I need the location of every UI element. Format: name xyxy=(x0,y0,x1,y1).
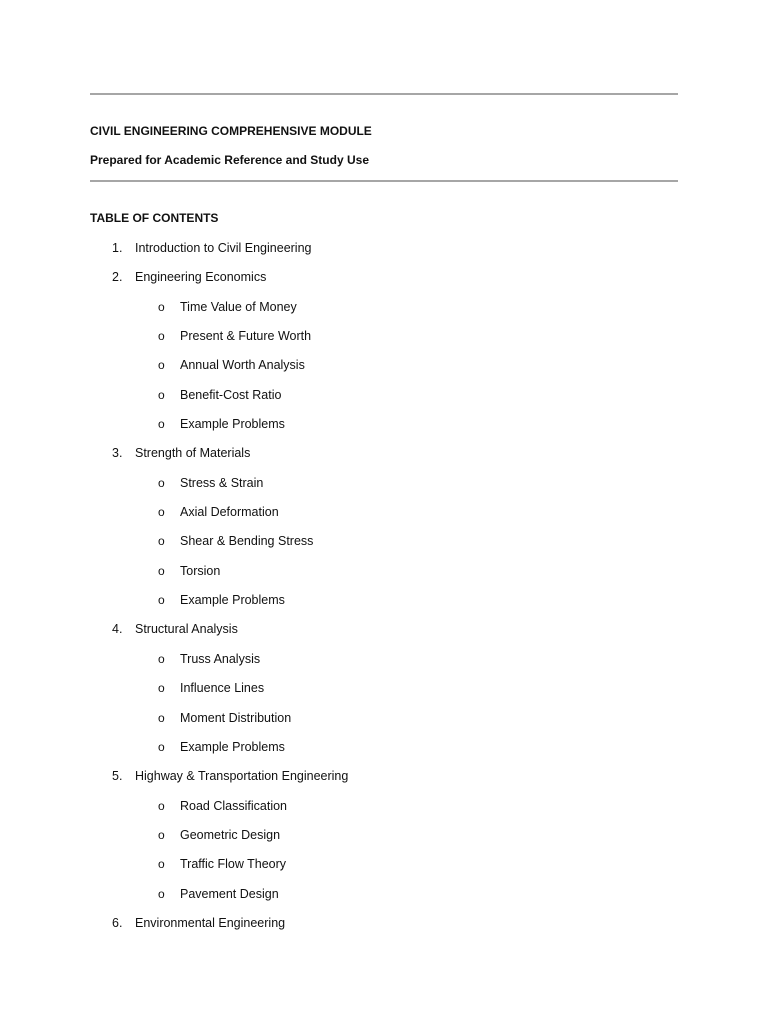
toc-subitem xyxy=(0,821,768,850)
toc-subitem-label: Benefit-Cost Ratio xyxy=(180,387,282,402)
toc-subitem-label: Axial Deformation xyxy=(180,505,279,520)
toc-subitem-label: Example Problems xyxy=(180,417,285,432)
toc-subitem xyxy=(0,498,768,527)
toc-subitem xyxy=(0,322,768,351)
toc-subitem-label: Geometric Design xyxy=(180,827,281,842)
bullet-icon: o xyxy=(158,563,165,578)
toc-subitem-label: Influence Lines xyxy=(180,681,265,696)
toc-item-label: Structural Analysis xyxy=(135,622,238,637)
bullet-icon: o xyxy=(158,798,165,813)
toc-subitem xyxy=(0,733,768,762)
bullet-icon: o xyxy=(158,681,165,696)
toc-item-number: 3. xyxy=(112,446,123,461)
bullet-icon: o xyxy=(158,475,165,490)
toc-item-label: Highway & Transportation Engineering xyxy=(135,769,349,784)
toc-subitem xyxy=(0,850,768,879)
bullet-icon: o xyxy=(158,505,165,520)
toc-item-number: 5. xyxy=(112,769,123,784)
bullet-icon: o xyxy=(158,534,165,549)
bullet-icon: o xyxy=(158,710,165,725)
toc-subitem xyxy=(0,674,768,703)
toc-heading: TABLE OF CONTENTS xyxy=(90,211,219,225)
toc-subitem-label: Example Problems xyxy=(180,739,285,754)
toc-item xyxy=(0,439,768,468)
toc-item-number: 6. xyxy=(112,915,123,930)
toc-subitem-label: Shear & Bending Stress xyxy=(180,534,314,549)
toc-subitem xyxy=(0,351,768,380)
toc-subitem-label: Traffic Flow Theory xyxy=(180,857,287,872)
bullet-icon: o xyxy=(158,329,165,344)
bullet-icon: o xyxy=(158,827,165,842)
toc-item-label: Introduction to Civil Engineering xyxy=(135,241,312,255)
toc-subitem-label: Example Problems xyxy=(180,593,285,608)
toc-item-label: Environmental Engineering xyxy=(135,915,286,930)
toc-item-number: 4. xyxy=(112,622,123,637)
toc-item-number: 1. xyxy=(112,241,123,255)
bullet-icon: o xyxy=(158,387,165,402)
table-of-contents xyxy=(0,234,768,938)
top-divider xyxy=(90,93,678,95)
toc-subitem xyxy=(0,469,768,498)
toc-subitem xyxy=(0,880,768,909)
bullet-icon: o xyxy=(158,857,165,872)
toc-item xyxy=(0,615,768,644)
toc-subitem xyxy=(0,792,768,821)
toc-subitem-label: Road Classification xyxy=(180,798,287,813)
toc-subitem-label: Pavement Design xyxy=(180,886,279,901)
bullet-icon: o xyxy=(158,358,165,373)
toc-item-label: Strength of Materials xyxy=(135,446,251,461)
toc-subitem xyxy=(0,645,768,674)
toc-item xyxy=(0,762,768,791)
toc-subitem xyxy=(0,293,768,322)
bullet-icon: o xyxy=(158,651,165,666)
document-title: CIVIL ENGINEERING COMPREHENSIVE MODULE xyxy=(90,124,372,138)
toc-item xyxy=(0,234,768,263)
toc-subitem-label: Moment Distribution xyxy=(180,710,292,725)
bullet-icon: o xyxy=(158,593,165,608)
toc-subitem-label: Truss Analysis xyxy=(180,651,261,666)
toc-item xyxy=(0,909,768,938)
toc-subitem xyxy=(0,410,768,439)
toc-subitem-label: Annual Worth Analysis xyxy=(180,358,305,373)
bullet-icon: o xyxy=(158,299,165,314)
toc-subitem xyxy=(0,381,768,410)
toc-subitem-label: Present & Future Worth xyxy=(180,329,312,344)
bullet-icon: o xyxy=(158,417,165,432)
toc-item-number: 2. xyxy=(112,270,123,285)
bottom-divider xyxy=(90,180,678,182)
toc-subitem-label: Stress & Strain xyxy=(180,475,264,490)
toc-subitem-label: Torsion xyxy=(180,563,221,578)
toc-item xyxy=(0,263,768,292)
toc-subitem xyxy=(0,527,768,556)
bullet-icon: o xyxy=(158,886,165,901)
toc-subitem-label: Time Value of Money xyxy=(180,299,297,314)
toc-item-label: Engineering Economics xyxy=(135,270,267,285)
toc-subitem xyxy=(0,557,768,586)
bullet-icon: o xyxy=(158,739,165,754)
toc-subitem xyxy=(0,586,768,615)
toc-subitem xyxy=(0,704,768,733)
document-subtitle: Prepared for Academic Reference and Study Use xyxy=(90,153,369,167)
